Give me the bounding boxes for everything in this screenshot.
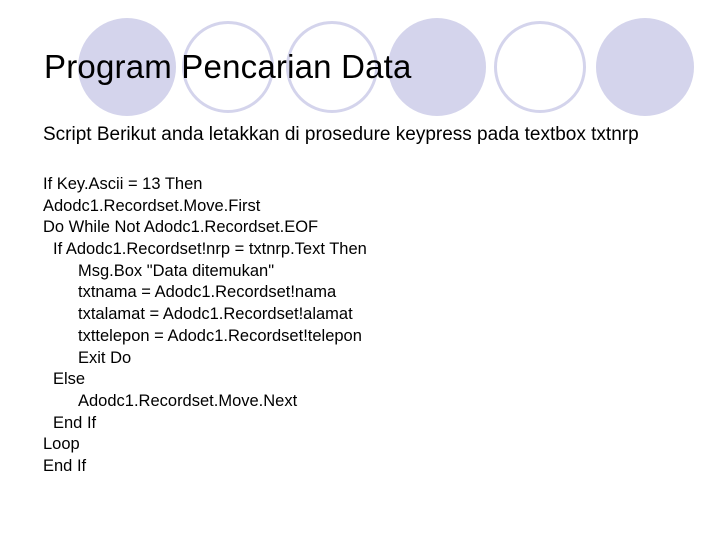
code-line: If Key.Ascii = 13 Then (43, 175, 203, 193)
code-listing (43, 174, 367, 478)
code-line: If Adodc1.Recordset!nrp = txtnrp.Text Then (53, 240, 367, 259)
code-line: End If (53, 413, 97, 432)
code-line: txttelepon = Adodc1.Recordset!telepon (78, 326, 362, 345)
code-line: End If (43, 456, 87, 475)
circle-decoration (494, 21, 586, 113)
code-line: Msg.Box "Data ditemukan" (78, 261, 275, 280)
code-line: Else (53, 370, 86, 389)
circle-decoration (596, 18, 694, 116)
code-line: Adodc1.Recordset.Move.Next (78, 391, 298, 410)
code-line: Do While Not Adodc1.Recordset.EOF (43, 218, 319, 237)
code-line: Adodc1.Recordset.Move.First (43, 196, 261, 215)
code-line: txtalamat = Adodc1.Recordset!alamat (78, 305, 353, 324)
slide-subtitle: Script Berikut anda letakkan di prosedure keypress pada textbox txtnrp (43, 124, 639, 145)
code-line: Exit Do (78, 348, 132, 367)
page-title: Program Pencarian Data (44, 48, 412, 85)
code-line: txtnama = Adodc1.Recordset!nama (78, 283, 337, 302)
code-line: Loop (43, 435, 80, 454)
